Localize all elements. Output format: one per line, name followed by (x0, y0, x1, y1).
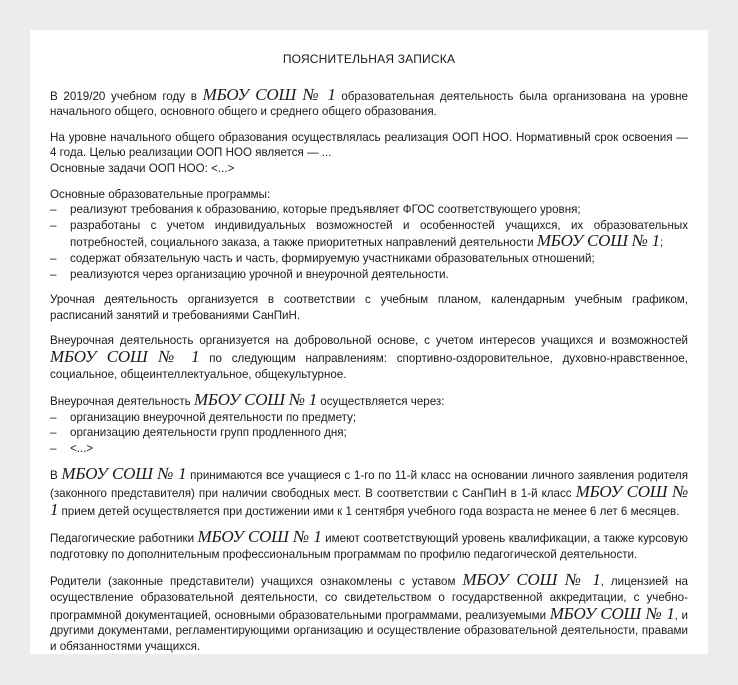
list-item: – реализуют требования к образованию, которые предъявляет ФГОС соответствующего уровня; (50, 203, 581, 217)
programs-heading: Основные образовательные программы: (50, 187, 271, 201)
school-name: МБОУ СОШ № 1 (462, 570, 601, 590)
list-dash: – (50, 203, 57, 217)
list-dash: – (50, 426, 57, 440)
school-name: МБОУ СОШ № 1 (50, 346, 200, 366)
paragraph-teachers: Педагогические работники МБОУ СОШ № 1 имеют соответствующий уровень квалификации, а также курсовую подготовку по дополнительным профессиональным программам по профилю педагогической деятельности. (50, 527, 688, 561)
paragraph-admission: В МБОУ СОШ № 1 принимаются все учащиеся с 1-го по 11-й класс на основании личного заявления родителя (законного представителя) при наличии свободных мест. В соответствии с СанПиН в 1-й класс МБОУ СОШ № 1 прием детей осуществляется при достижении ими к 1 сентября учебного года возраста не менее 6 лет 6 месяцев. (50, 464, 688, 519)
list-dash: – (50, 441, 57, 455)
programs-list (50, 202, 688, 282)
list-item: – <...> (50, 441, 94, 455)
list-dash: – (50, 267, 57, 281)
list-item: – организацию деятельности групп продленного дня; (50, 426, 347, 440)
paragraph-noo-tasks: Основные задачи ООП НОО: <...> (50, 161, 235, 175)
school-name: МБОУ СОШ № 1 (536, 231, 660, 251)
school-name: МБОУ СОШ № 1 (50, 482, 688, 519)
paragraph-extracurricular: Внеурочная деятельность организуется на добровольной основе, с учетом интересов учащихся и возможностей МБОУ СОШ № 1 по следующим направлениям: спортивно-оздоровительное, духовно-нравственное, социальное, общеинтеллектуальное, общекультурное. (50, 334, 688, 381)
paragraph-lessons: Урочная деятельность организуется в соответствии с учебным планом, календарным учебным графиком, расписаний занятий и требованиями СанПиН. (50, 293, 688, 322)
list-dash: – (50, 218, 57, 232)
school-name: МБОУ СОШ № 1 (193, 390, 318, 410)
school-name: МБОУ СОШ № 1 (202, 84, 336, 104)
paragraph-extracurricular-via: Внеурочная деятельность МБОУ СОШ № 1 осуществляется через: (50, 390, 445, 410)
paragraph-parents: Родители (законные представители) учащихся ознакомлены с уставом МБОУ СОШ № 1, лицензией на осуществление образовательной деятельности, со свидетельством о государственной аккредитации, с учебно-программной документацией, основными образовательными программами, реализуемыми МБОУ СОШ № 1, и другими документами, регламентирующими организацию и осуществление образовательной деятельности, правами и обязанностями учащихся. (50, 570, 689, 653)
school-name: МБОУ СОШ № 1 (61, 464, 187, 484)
list-item: – разработаны с учетом индивидуальных возможностей и особенностей учащихся, их образовательных потребностей, социального заказа, а также приоритетных направлений деятельности МБОУ СОШ № 1; (50, 218, 688, 251)
list-dash: – (50, 251, 57, 265)
list-item: – содержат обязательную часть и часть, формируемую участниками образовательных отношений; (50, 251, 595, 265)
list-item: – реализуются через организацию урочной и внеурочной деятельности. (50, 267, 449, 281)
paragraph-intro: В 2019/20 учебном году в МБОУ СОШ № 1 образовательная деятельность была организована на уровне начального общего, основного общего и среднего общего образования. (50, 84, 688, 119)
extracurricular-list (50, 410, 688, 457)
document-page (30, 30, 708, 654)
list-item: – организацию внеурочной деятельности по предмету; (50, 410, 357, 424)
paragraph-noo: На уровне начального общего образования осуществлялась реализация ООП НОО. Нормативный срок освоения — 4 года. Целью реализации ООП НОО является — ... (50, 130, 688, 160)
document-title: ПОЯСНИТЕЛЬНАЯ ЗАПИСКА (282, 52, 456, 66)
list-dash: – (50, 410, 57, 424)
school-name: МБОУ СОШ № 1 (197, 527, 322, 547)
school-name: МБОУ СОШ № 1 (549, 603, 675, 623)
